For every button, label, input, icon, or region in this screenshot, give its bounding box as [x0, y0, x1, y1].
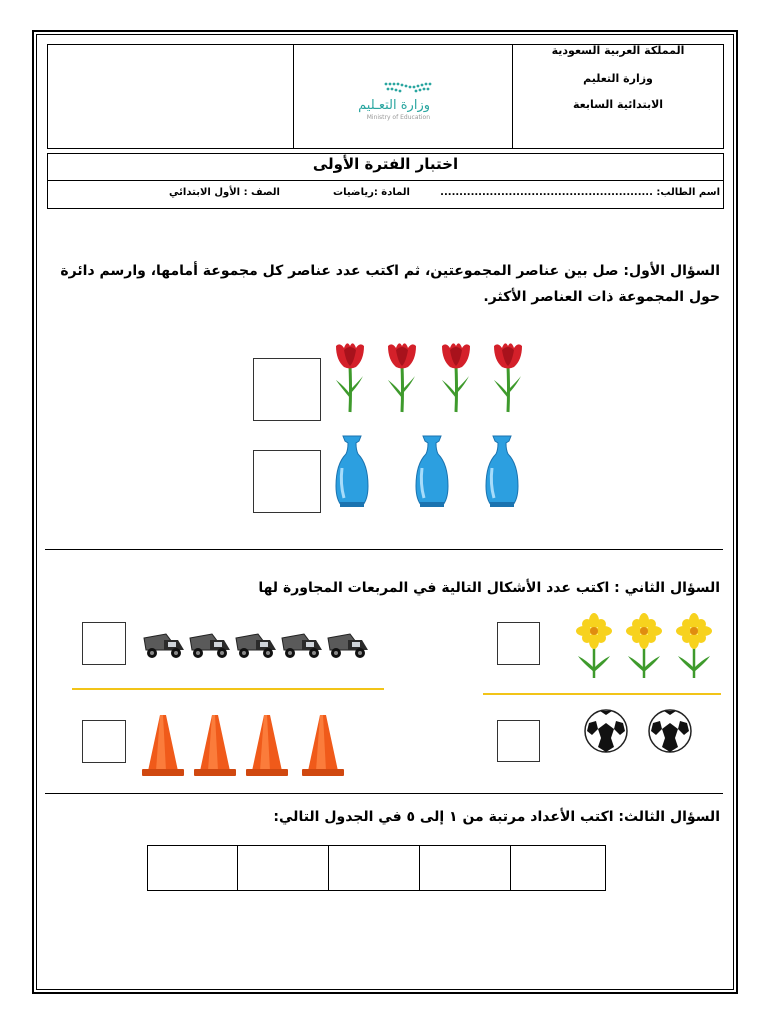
- q3-cell[interactable]: [419, 845, 511, 891]
- tulip-icon: [494, 343, 522, 412]
- tulip-icon: [388, 343, 416, 412]
- flower-icon: [676, 613, 712, 678]
- q2-cone-group: [140, 712, 360, 778]
- q3-cell[interactable]: [510, 845, 606, 891]
- student-name-label: اسم الطالب: ........................................................: [440, 187, 720, 198]
- traffic-cone-icon: [194, 715, 236, 776]
- ministry-label: وزارة التعليم: [583, 72, 653, 85]
- q3-text: السؤال الثالث: اكتب الأعداد مرتبة من ١ إلى ٥ في الجدول التالي:: [273, 809, 720, 825]
- vase-icon: [416, 436, 448, 507]
- q2-yellow-separator-left: [72, 688, 384, 690]
- truck-icon: [190, 634, 230, 658]
- header-divider-left: [293, 44, 294, 149]
- q1-separator: [45, 549, 723, 550]
- traffic-cone-icon: [142, 715, 184, 776]
- q2-text: السؤال الثاني : اكتب عدد الأشكال التالية في المربعات المجاورة لها: [258, 580, 720, 596]
- truck-icon: [144, 634, 184, 658]
- soccer-ball-icon: [649, 710, 691, 752]
- q2-yellow-separator-right: [483, 693, 721, 695]
- q3-number-table: [147, 845, 606, 891]
- school-label: الابتدائية السابعة: [572, 98, 664, 111]
- flower-icon: [626, 613, 662, 678]
- q2-ball-group: [582, 707, 694, 755]
- tulip-icon: [336, 343, 364, 412]
- q1-vase-group: [330, 432, 530, 510]
- truck-icon: [282, 634, 322, 658]
- q2-truck-group: [140, 624, 370, 660]
- subject-label: المادة :رياضيات: [333, 187, 410, 198]
- vase-icon: [486, 436, 518, 507]
- q2-answer-box-trucks[interactable]: [82, 622, 126, 665]
- traffic-cone-icon: [302, 715, 344, 776]
- grade-label: الصف : الأول الابتدائي: [169, 187, 280, 198]
- traffic-cone-icon: [246, 715, 288, 776]
- soccer-ball-icon: [585, 710, 627, 752]
- q1-answer-box-tulips[interactable]: [253, 358, 321, 421]
- q3-cell[interactable]: [147, 845, 238, 891]
- truck-icon: [236, 634, 276, 658]
- kingdom-label: المملكة العربية السعودية: [551, 44, 685, 57]
- q2-answer-box-balls[interactable]: [497, 720, 540, 762]
- q1-text-line2: حول المجموعة ذات العناصر الأكثر.: [483, 289, 720, 305]
- logo-arabic-text: وزارة التعـليم: [358, 98, 430, 113]
- q3-cell[interactable]: [328, 845, 420, 891]
- q2-answer-box-flowers[interactable]: [497, 622, 540, 665]
- logo-english-text: Ministry of Education: [366, 114, 430, 121]
- exam-info-divider: [47, 180, 724, 181]
- q2-answer-box-cones[interactable]: [82, 720, 126, 763]
- ministry-logo: [340, 78, 470, 128]
- flower-icon: [576, 613, 612, 678]
- q2-separator: [45, 793, 723, 794]
- q1-answer-box-vases[interactable]: [253, 450, 321, 513]
- q1-text-line1: السؤال الأول: صل بين عناصر المجموعتين، ثم اكتب عدد عناصر كل مجموعة أمامها، وارسم دائرة: [60, 263, 720, 279]
- vase-icon: [336, 436, 368, 507]
- q3-cell[interactable]: [237, 845, 329, 891]
- exam-title: اختبار الفترة الأولى: [312, 155, 459, 173]
- q2-flower-group: [570, 612, 720, 680]
- header-divider-right: [512, 44, 513, 149]
- truck-icon: [328, 634, 368, 658]
- q1-tulip-group: [330, 340, 530, 415]
- tulip-icon: [442, 343, 470, 412]
